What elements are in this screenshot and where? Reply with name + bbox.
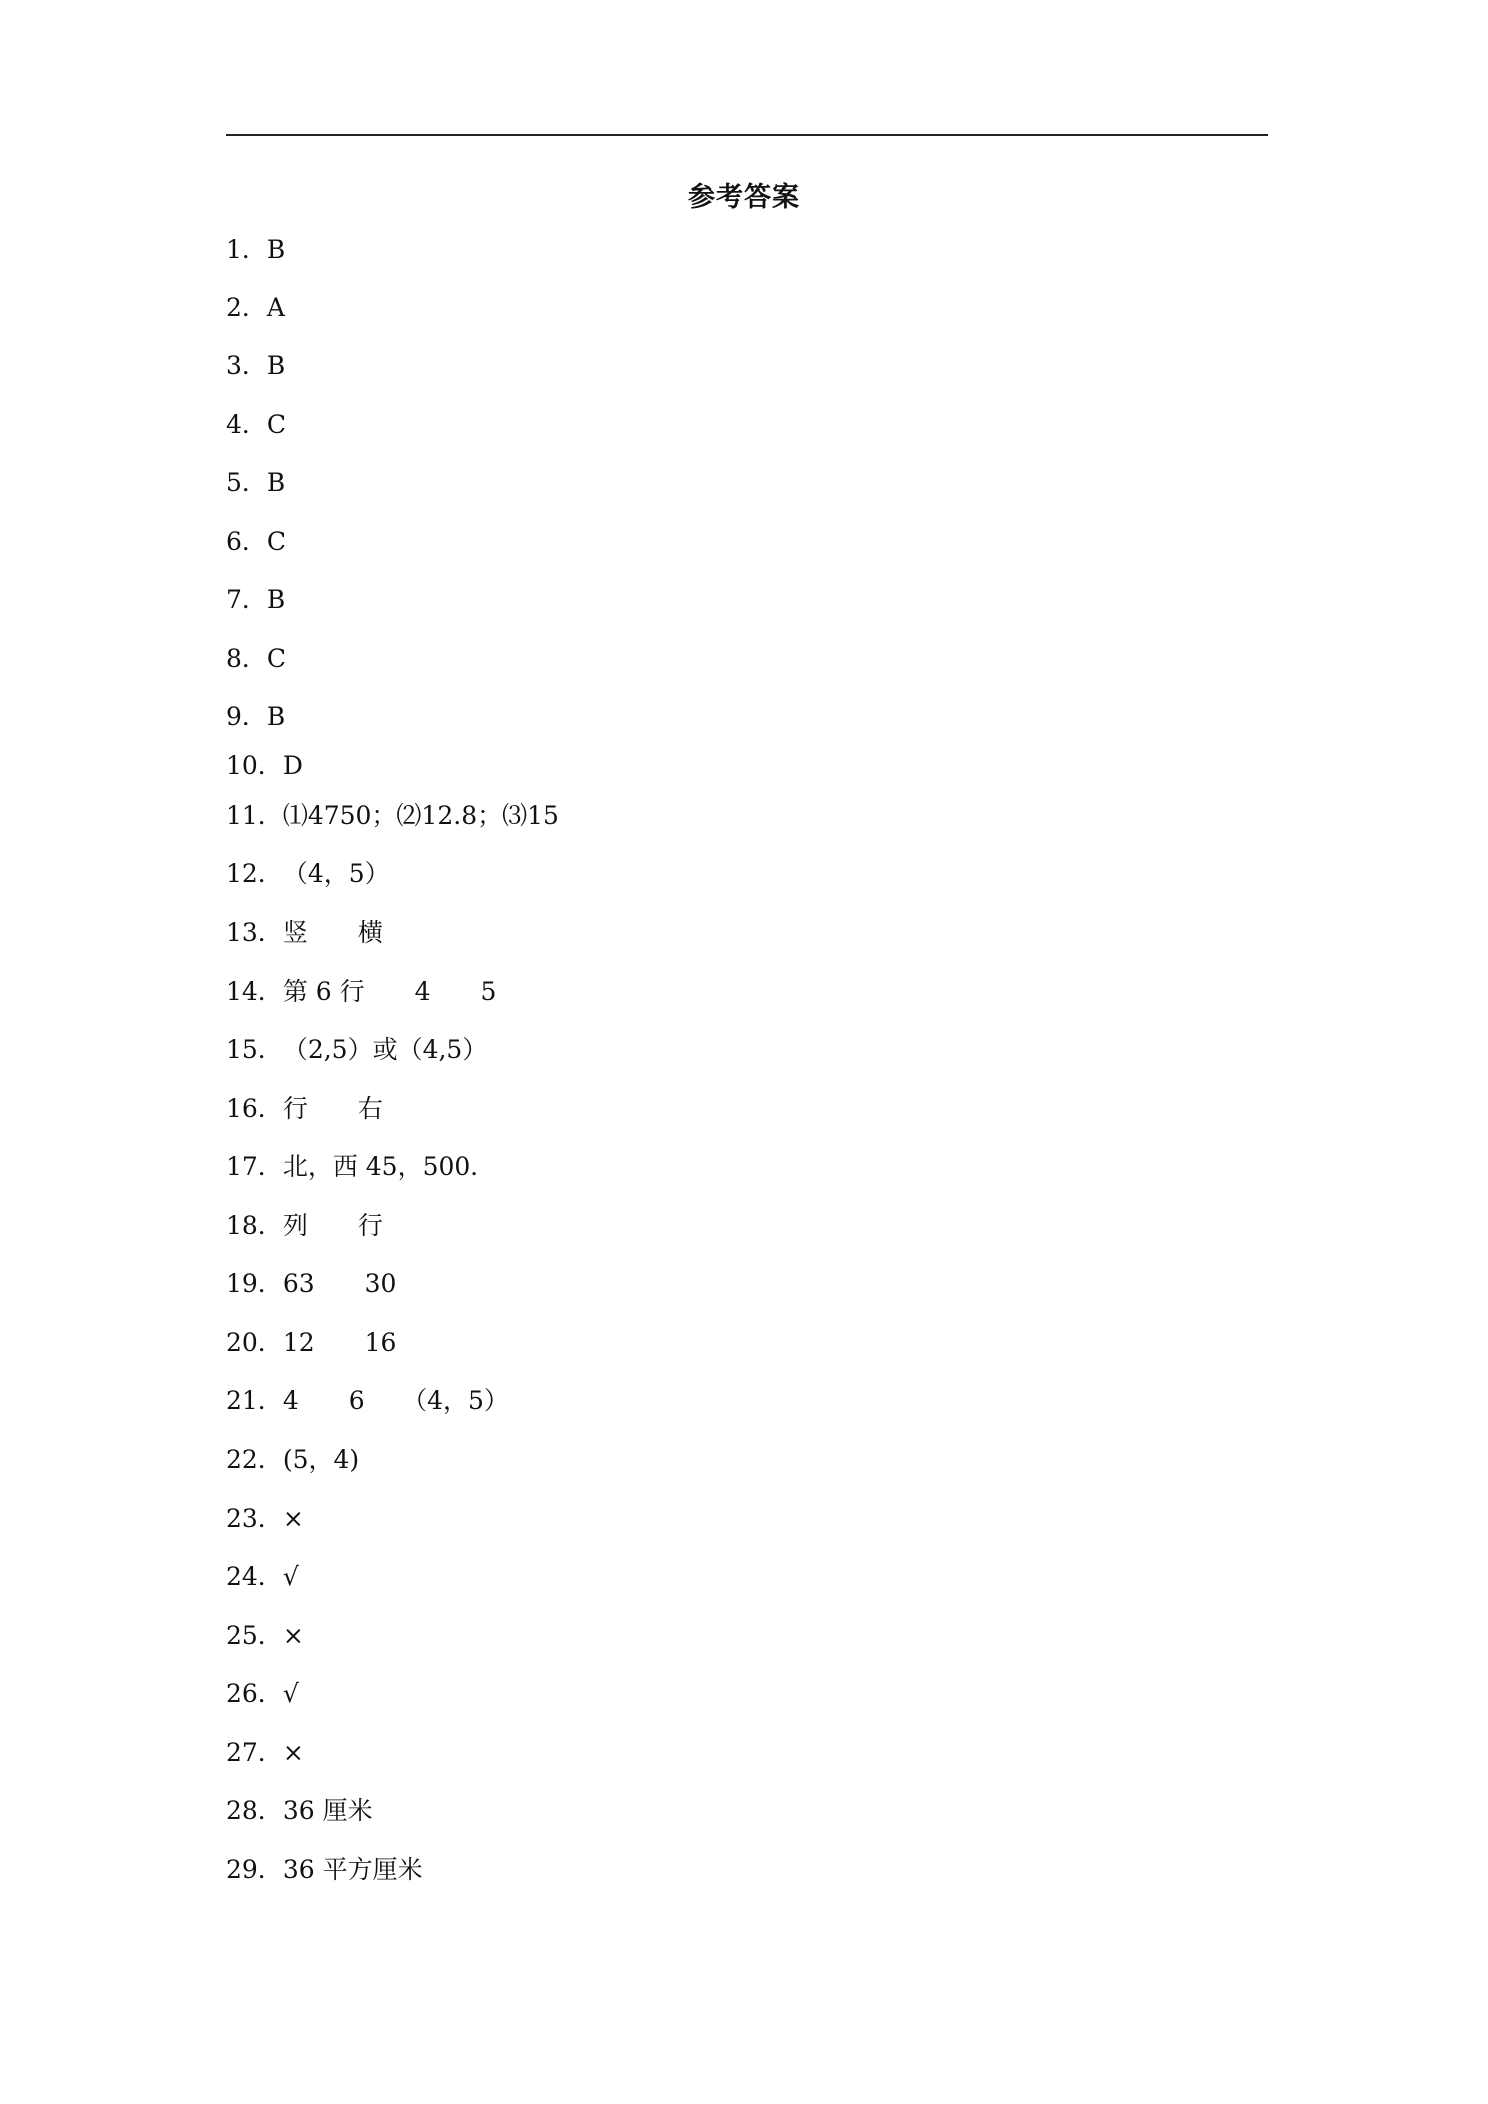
answer-value: 4 6 （4，5）	[282, 1386, 509, 1415]
answer-number: 22．	[226, 1445, 283, 1474]
answer-item	[226, 1503, 304, 1535]
answer-value: 12 16	[282, 1328, 397, 1357]
answer-value: ×	[282, 1504, 304, 1533]
answer-item	[226, 1151, 495, 1183]
answer-item	[226, 1561, 299, 1593]
answer-value: B	[266, 235, 286, 264]
answer-number: 3．	[226, 351, 267, 380]
answer-item	[226, 292, 285, 324]
answer-item	[226, 1385, 509, 1417]
answer-number: 11．	[226, 801, 283, 830]
answer-number: 1．	[226, 235, 267, 264]
answer-item	[226, 1620, 304, 1652]
header-rule	[226, 134, 1268, 136]
answer-item	[226, 1268, 396, 1300]
answer-value: （2,5）或（4,5）	[282, 1035, 488, 1064]
answer-value: 行 右	[282, 1094, 383, 1123]
answer-number: 17．	[226, 1152, 283, 1181]
answer-item	[226, 1444, 359, 1476]
answer-value: 36 平方厘米	[282, 1855, 423, 1884]
answer-value: √	[282, 1562, 299, 1591]
answer-value: A	[266, 293, 285, 322]
answer-value: B	[266, 351, 286, 380]
answer-number: 15．	[226, 1035, 283, 1064]
answer-value: √	[282, 1679, 299, 1708]
answer-item	[226, 467, 285, 499]
answer-item	[226, 917, 383, 949]
answer-item	[226, 409, 286, 441]
answer-number: 19．	[226, 1269, 283, 1298]
answer-item	[226, 1210, 383, 1242]
answer-number: 8．	[226, 644, 267, 673]
answer-number: 29．	[226, 1855, 283, 1884]
page-title: 参考答案	[688, 182, 800, 213]
answer-item	[226, 350, 285, 382]
answer-item	[226, 858, 390, 890]
answer-value: 63 30	[282, 1269, 397, 1298]
answer-item	[226, 234, 285, 266]
answer-number: 28．	[226, 1796, 283, 1825]
answer-number: 13．	[226, 918, 283, 947]
answer-number: 27．	[226, 1738, 283, 1767]
answer-value: ×	[282, 1621, 304, 1650]
answer-item	[226, 1737, 304, 1769]
answer-value: ×	[282, 1738, 304, 1767]
answer-value: B	[266, 468, 286, 497]
answer-item	[226, 750, 303, 782]
answer-item	[226, 1093, 383, 1125]
answer-number: 2．	[226, 293, 267, 322]
answer-number: 5．	[226, 468, 267, 497]
answer-item	[226, 643, 286, 675]
answer-item	[226, 1034, 487, 1066]
answer-item	[226, 584, 285, 616]
answer-number: 9．	[226, 702, 267, 731]
answer-value: 第 6 行 4 5	[282, 977, 497, 1006]
answer-value: 36 厘米	[282, 1796, 373, 1825]
answer-number: 18．	[226, 1211, 283, 1240]
answer-number: 25．	[226, 1621, 283, 1650]
answer-value: B	[266, 585, 286, 614]
answer-value: C	[266, 644, 287, 673]
answer-number: 20．	[226, 1328, 283, 1357]
answer-item	[226, 976, 496, 1008]
answer-number: 7．	[226, 585, 267, 614]
answer-value: 竖 横	[282, 918, 383, 947]
answer-item	[226, 1854, 423, 1886]
answer-number: 16．	[226, 1094, 283, 1123]
answer-number: 23．	[226, 1504, 283, 1533]
answer-number: 6．	[226, 527, 267, 556]
answer-number: 26．	[226, 1679, 283, 1708]
answer-item	[226, 701, 285, 733]
answer-value: C	[266, 527, 287, 556]
answer-item	[226, 1795, 373, 1827]
answer-value: 北，西 45，500．	[282, 1152, 496, 1181]
answer-number: 12．	[226, 859, 283, 888]
answer-item	[226, 1327, 396, 1359]
answer-number: 14．	[226, 977, 283, 1006]
answer-number: 21．	[226, 1386, 283, 1415]
answer-value: （4，5）	[282, 859, 390, 888]
answer-value: ⑴4750；⑵12.8；⑶15	[282, 801, 559, 830]
answer-value: 列 行	[282, 1211, 383, 1240]
answer-item	[226, 1678, 299, 1710]
answer-number: 4．	[226, 410, 267, 439]
answer-number: 24．	[226, 1562, 283, 1591]
answer-value: C	[266, 410, 287, 439]
answer-number: 10．	[226, 751, 283, 780]
answer-value: (5，4)	[282, 1445, 360, 1474]
answer-item	[226, 526, 286, 558]
answer-item	[226, 800, 559, 832]
answer-value: B	[266, 702, 286, 731]
answer-value: D	[282, 751, 303, 780]
